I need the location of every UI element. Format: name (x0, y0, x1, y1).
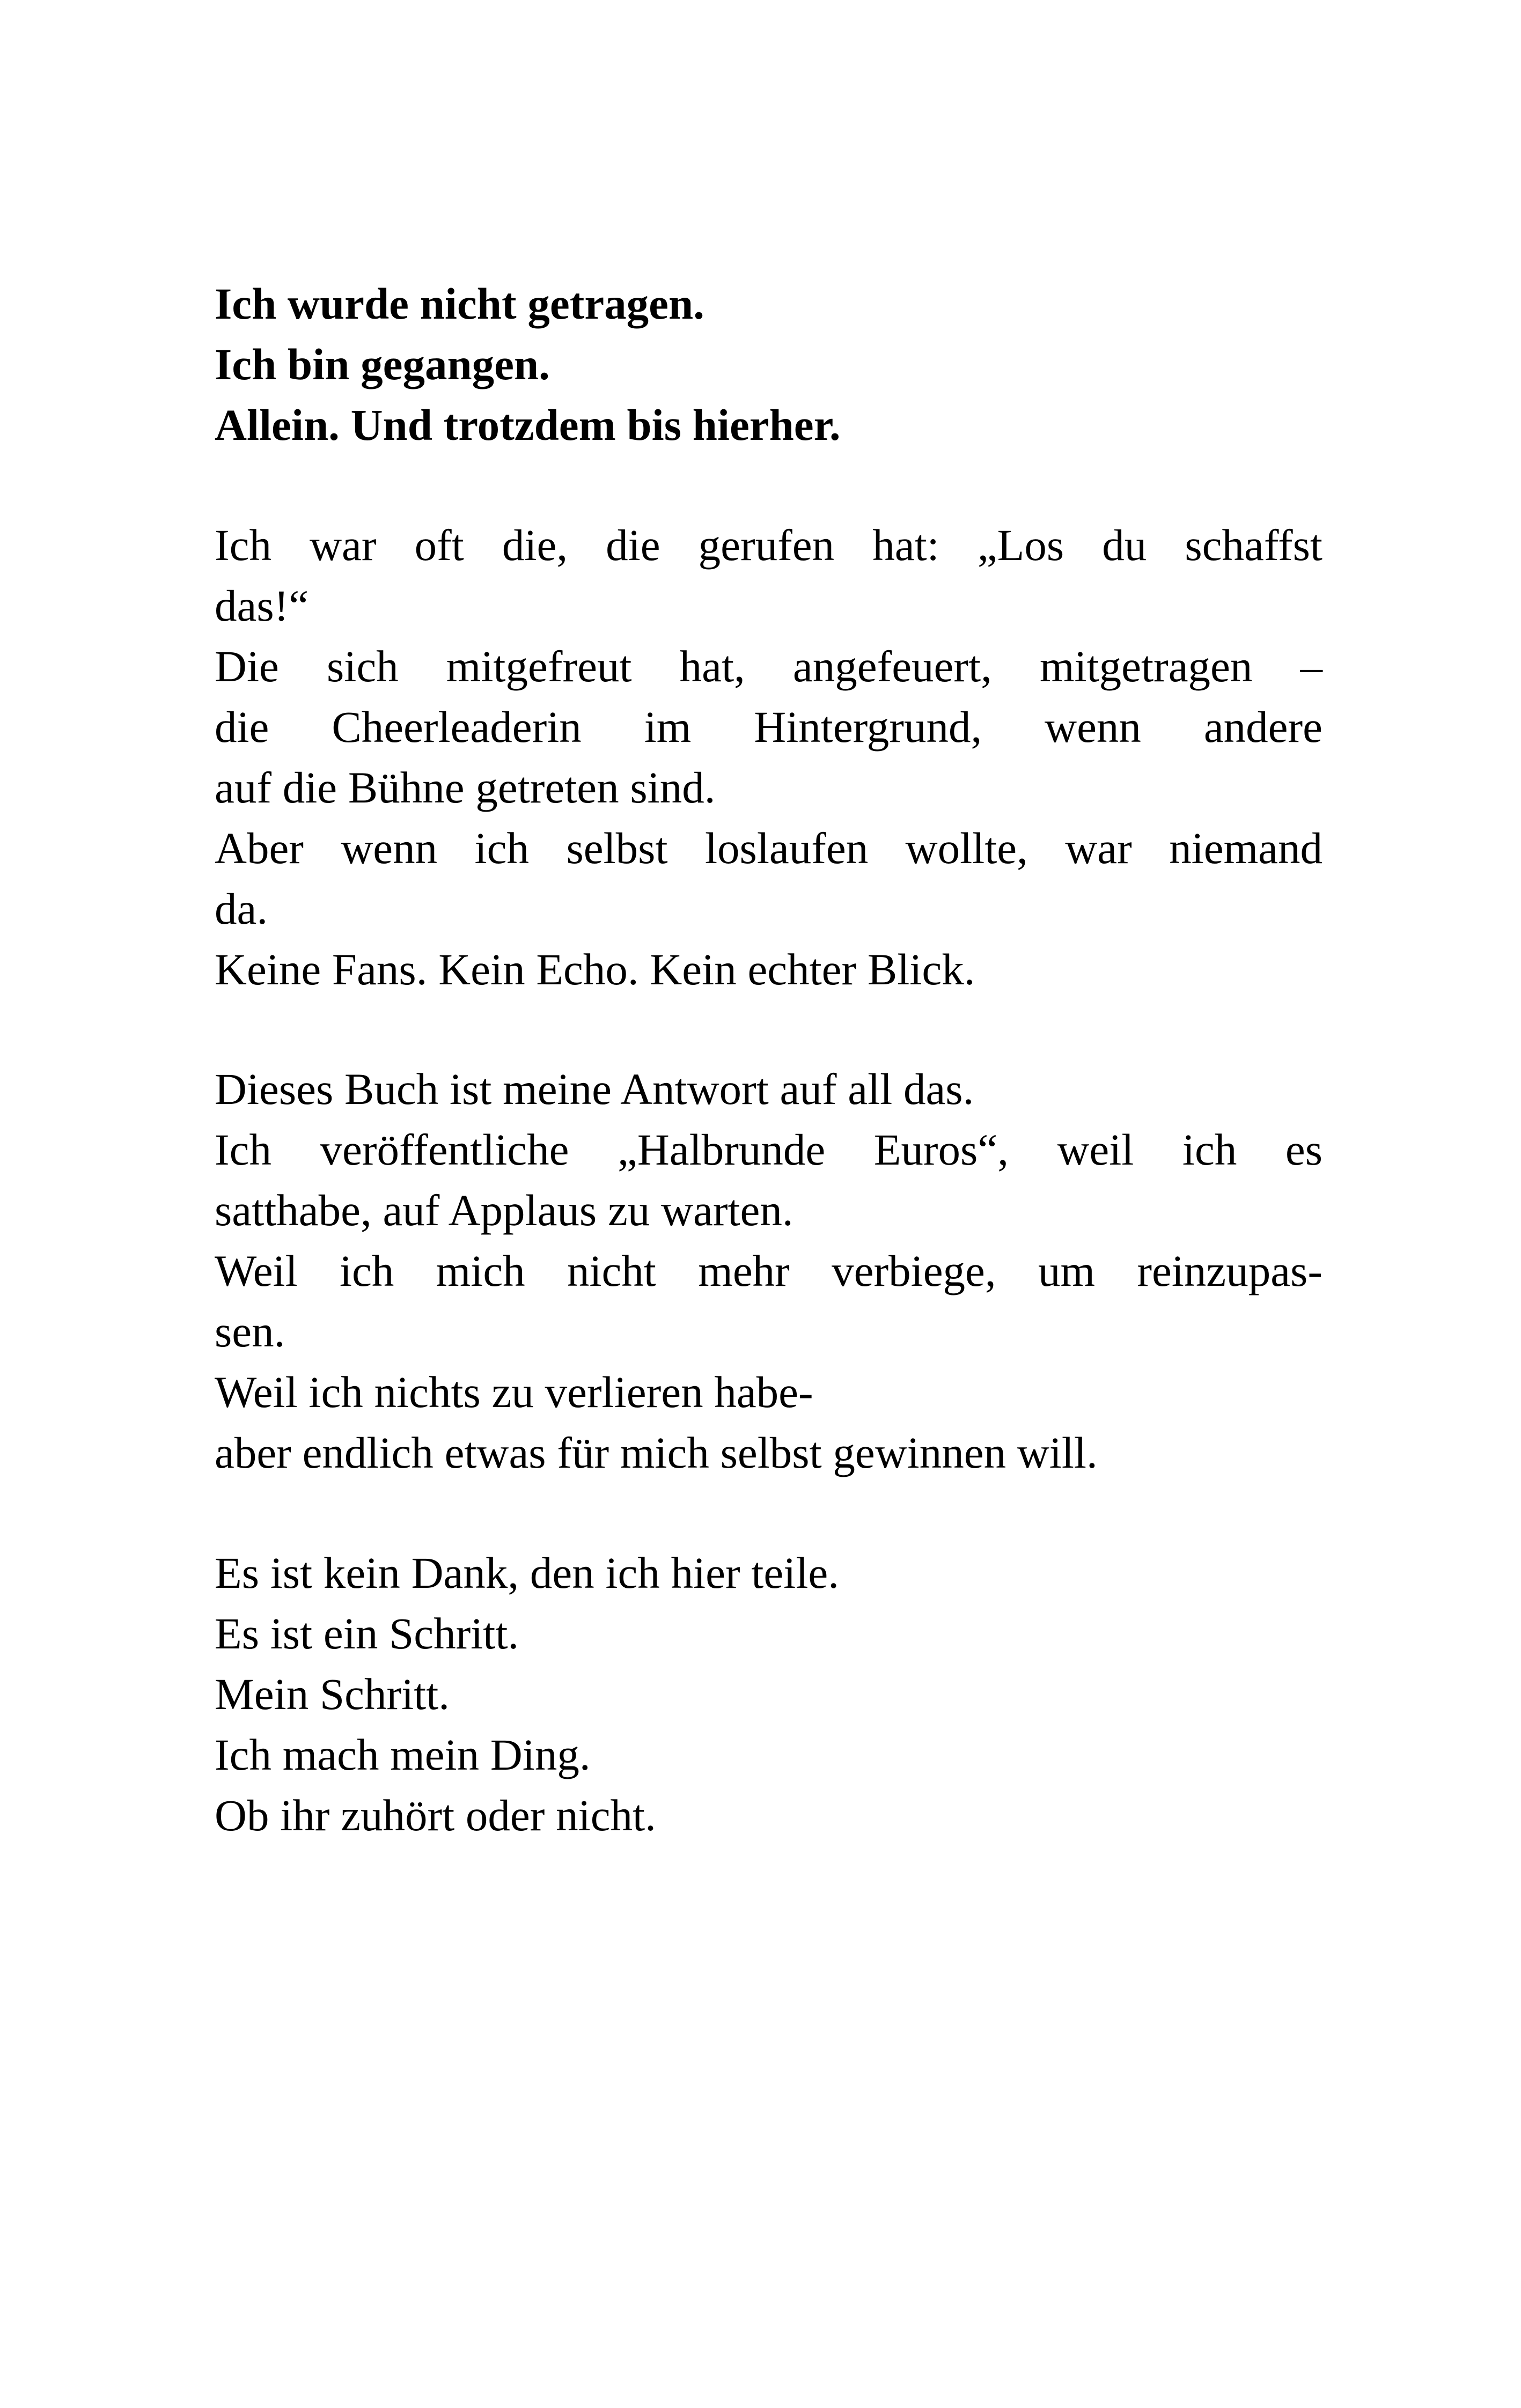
text-line: auf die Bühne getreten sind. (215, 763, 716, 812)
text-line: die Cheerleaderin im Hintergrund, wenn andere (215, 702, 1322, 752)
text-line: satthabe, auf Applaus zu warten. (215, 1185, 793, 1235)
text-line: Keine Fans. Kein Echo. Kein echter Blick. (215, 945, 975, 994)
intro-stanza (215, 274, 1322, 455)
intro-line: Ich wurde nicht getragen. (215, 279, 704, 328)
text-line: Ich veröffentliche „Halbrunde Euros“, weil ich es (215, 1125, 1322, 1174)
text-line: Es ist ein Schritt. (215, 1609, 519, 1658)
paragraph-3 (215, 1543, 1322, 1846)
paragraph-2 (215, 1059, 1322, 1483)
text-line: Ob ihr zuhört oder nicht. (215, 1791, 656, 1840)
text-line: da. (215, 884, 268, 933)
text-line: Weil ich mich nicht mehr verbiege, um reinzupas- (215, 1246, 1322, 1295)
text-line: Ich mach mein Ding. (215, 1730, 591, 1779)
text-line: Aber wenn ich selbst loslaufen wollte, war niemand (215, 823, 1322, 873)
paragraph-1 (215, 515, 1322, 1000)
text-line: aber endlich etwas für mich selbst gewinnen will. (215, 1428, 1098, 1477)
text-line: Ich war oft die, die gerufen hat: „Los du schaffst (215, 520, 1322, 570)
intro-line: Ich bin gegangen. (215, 340, 550, 389)
text-line: das!“ (215, 581, 309, 630)
text-line: Es ist kein Dank, den ich hier teile. (215, 1548, 839, 1597)
text-line: Die sich mitgefreut hat, angefeuert, mitgetragen – (215, 642, 1322, 691)
text-line: Weil ich nichts zu verlieren habe- (215, 1367, 813, 1417)
text-line: sen. (215, 1307, 285, 1356)
text-line: Dieses Buch ist meine Antwort auf all das. (215, 1064, 974, 1114)
intro-line: Allein. Und trotzdem bis hierher. (215, 400, 841, 450)
text-line: Mein Schritt. (215, 1669, 450, 1719)
